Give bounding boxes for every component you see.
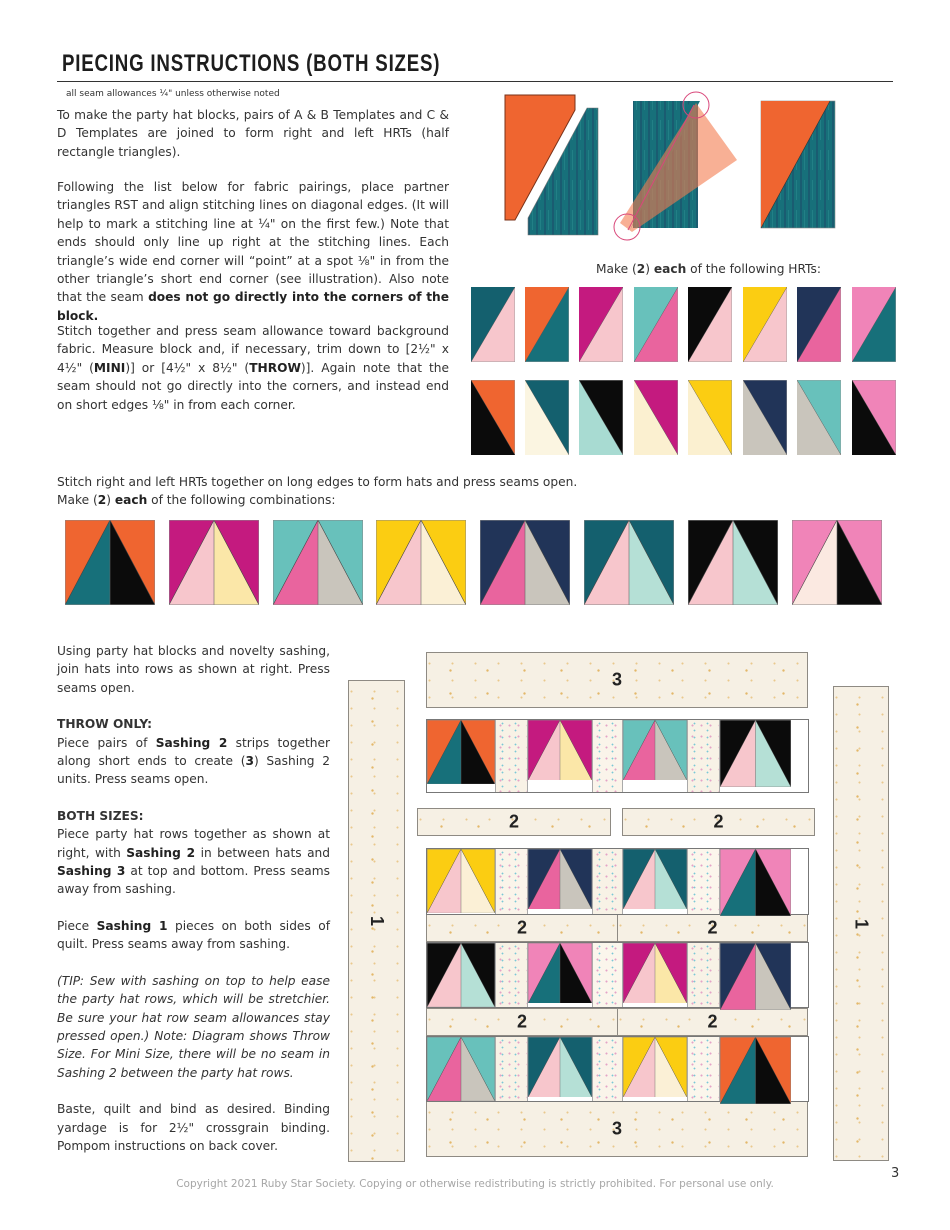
party-hat-block [528, 849, 592, 914]
party-hat-row [426, 1036, 809, 1102]
novelty-spacer [592, 849, 623, 914]
page-number: 3 [891, 1166, 900, 1181]
hrt-block [634, 380, 678, 455]
hats-line-1: Stitch right and left HRTs together on long edges to form hats and press seams open. [57, 475, 578, 489]
throw-only-heading: THROW ONLY: [57, 717, 153, 732]
intro-paragraph-2 [57, 178, 449, 325]
hrt-caption-mid: ) [645, 262, 654, 276]
both-text-c: at top and bottom. Press seams away from sashing. [57, 864, 330, 897]
seam-allowance-note: all seam allowances ¼" unless otherwise noted [66, 89, 280, 99]
hrt-block [634, 287, 678, 362]
throw-text-b: strips together along short ends to create ( [57, 735, 330, 769]
novelty-spacer [495, 943, 528, 1007]
hrt-block [471, 287, 515, 362]
hats-line-2 [57, 491, 907, 509]
party-hat-block [427, 943, 495, 1007]
sashing-3-top [426, 652, 808, 708]
hrt-block [743, 287, 787, 362]
novelty-spacer [687, 943, 720, 1007]
party-hat-block [623, 1037, 687, 1101]
sashing-2-row-b-left [426, 1008, 618, 1036]
party-hat-block [427, 849, 495, 914]
party-hat-block [273, 520, 363, 605]
mini-label: MINI [93, 360, 126, 375]
hrt-caption [596, 262, 821, 276]
hrt-block [688, 287, 732, 362]
novelty-spacer [687, 720, 720, 792]
hrt-block [471, 380, 515, 455]
hrt-block [797, 287, 841, 362]
sashing-1-right [833, 686, 889, 1161]
throw-only-text [57, 734, 330, 789]
assembly-instructions [57, 642, 330, 1155]
party-hat-block [623, 943, 687, 1007]
hats-line2-each: each [114, 493, 148, 508]
hrt-block [579, 287, 623, 362]
intro-paragraph-3 [57, 322, 449, 414]
hrt-caption-count: 2 [636, 262, 646, 276]
hrt-block [525, 287, 569, 362]
throw-text-c: ) Sashing 2 units. Press seams open. [57, 754, 330, 787]
both-sashing-3: Sashing 3 [57, 864, 126, 879]
hrt-block [579, 380, 623, 455]
sashing-2-row-a-left [426, 914, 618, 942]
sashing-3-bottom [426, 1101, 808, 1157]
throw-label: THROW [249, 360, 301, 375]
hats-line2-post: of the following combinations: [147, 493, 336, 508]
trim-text-c: )]. Again note that the seam should not go directly into the corners, and instead end on short edges ⅛" in from each corner. [57, 360, 449, 412]
hrt-piecing-illustration [470, 85, 910, 245]
novelty-spacer [592, 943, 623, 1007]
both-text-b: in between hats and [195, 845, 330, 860]
sashing-2-left-label: 2 [508, 811, 519, 832]
sashing-2-row-a-right [617, 914, 808, 942]
party-hat-block [792, 520, 882, 605]
s1-text-a: Piece [57, 918, 97, 933]
hats-instructions [57, 473, 907, 510]
sashing-2-unit-right [622, 808, 815, 836]
sashing-2-right-label: 2 [713, 811, 724, 832]
intro-p2-text: Following the list below for fabric pairings, place partner triangles RST and align stitching lines on diagonal edges. (It will help to mark a stitching line at ¼" on the first few.) Note that ends should only line up right at the stitching lines. Each triangle’s wide end corner will “point” at a spot ⅛" in from the other triangle’s short end corner (see illustration). Also note that the seam [57, 180, 449, 305]
hrt-block [743, 380, 787, 455]
throw-sashing-2: Sashing 2 [155, 735, 228, 750]
intro-paragraph-1: To make the party hat blocks, pairs of A & B Templates and C & D Templates are joined to form right and left HRTs (half rectangle triangles). [57, 108, 449, 159]
title-divider [57, 81, 893, 82]
novelty-spacer [592, 720, 623, 792]
sashing-3-top-label: 3 [611, 669, 622, 690]
party-hat-block [427, 1037, 495, 1101]
party-hat-block [376, 520, 466, 605]
party-hat-block [427, 720, 495, 792]
hats-line2-count: 2 [97, 493, 107, 508]
sashing-2-label: 2 [707, 917, 718, 938]
party-hat-block [169, 520, 259, 605]
hrt-block [525, 380, 569, 455]
sashing-2-row-b-right [617, 1008, 808, 1036]
hrt-block [797, 380, 841, 455]
party-hat-row [426, 848, 809, 915]
party-hat-block [528, 943, 592, 1007]
novelty-spacer [495, 849, 528, 914]
party-hat-block [65, 520, 155, 605]
s1-bold: Sashing 1 [96, 918, 168, 933]
novelty-spacer [687, 849, 720, 914]
hrt-caption-pre: Make ( [596, 262, 637, 276]
intro-p2-emphasis: does not go directly into the corners of the block. [57, 290, 450, 323]
trim-text-a: Stitch together and press seam allowance toward background fabric. Measure block and, if necessary, trim down to [2½" x 4½" ( [57, 324, 449, 375]
s1-text-b: pieces on both sides of quilt. Press seams away from sashing. [57, 918, 331, 952]
both-sashing-2: Sashing 2 [126, 845, 196, 860]
copyright-footer: Copyright 2021 Ruby Star Society. Copying or otherwise redistributing is strictly prohibited. For personal use only. [176, 1178, 774, 1190]
both-sizes-heading: BOTH SIZES: [57, 808, 144, 823]
throw-count: 3 [245, 754, 254, 769]
novelty-spacer [495, 720, 528, 792]
trim-text-b: )] or [4½" x 8½" ( [125, 360, 250, 375]
party-hat-block [584, 520, 674, 605]
party-hat-block [623, 720, 687, 792]
finishing-text: Baste, quilt and bind as desired. Binding yardage is for 2½" crossgrain binding. Pompom instructions on back cover. [57, 1102, 330, 1153]
hats-line2-pre: Make ( [57, 493, 98, 508]
sashing-2-label: 2 [516, 917, 527, 938]
novelty-spacer [495, 1037, 528, 1101]
hrt-block [688, 380, 732, 455]
assembly-intro: Using party hat blocks and novelty sashing, join hats into rows as shown at right. Press seams open. [57, 644, 330, 695]
page-title: PIECING INSTRUCTIONS (BOTH SIZES) [62, 50, 441, 77]
sashing-1-right-label: 1 [851, 918, 872, 929]
party-hat-block [720, 943, 791, 1007]
hrt-caption-each: each [653, 262, 687, 276]
sashing-2-label: 2 [516, 1011, 527, 1032]
both-sizes-text [57, 825, 330, 899]
party-hat-block [528, 1037, 592, 1101]
party-hat-block [528, 720, 592, 792]
party-hat-row [426, 942, 809, 1008]
sashing-1-left [348, 680, 405, 1162]
tip-text: (TIP: Sew with sashing on top to help ease the party hat rows, which will be stretchier. Be sure your hat row seam allowances stay pressed open.) Note: Diagram shows Throw Size. For Mini Size, there will be no seam in Sashing 2 between the party hat rows. [57, 973, 330, 1080]
novelty-spacer [592, 1037, 623, 1101]
sashing-3-bottom-label: 3 [611, 1118, 622, 1139]
hrt-block [852, 287, 896, 362]
party-hat-block [720, 1037, 791, 1101]
hats-line2-mid: ) [106, 493, 115, 508]
hrt-block [852, 380, 896, 455]
hrt-caption-post: of the following HRTs: [686, 262, 821, 276]
party-hat-block [688, 520, 778, 605]
party-hat-block [623, 849, 687, 914]
sashing-1-left-label: 1 [367, 915, 387, 926]
novelty-spacer [687, 1037, 720, 1101]
sashing-2-label: 2 [707, 1011, 718, 1032]
party-hat-row [426, 719, 809, 793]
party-hat-block [720, 849, 791, 914]
sashing-2-unit-left [417, 808, 611, 836]
sashing-1-text [57, 917, 330, 954]
both-text-a: Piece party hat rows together as shown at right, with [57, 827, 330, 860]
party-hat-block [480, 520, 570, 605]
party-hat-block [720, 720, 791, 792]
throw-text-a: Piece pairs of [57, 735, 156, 750]
